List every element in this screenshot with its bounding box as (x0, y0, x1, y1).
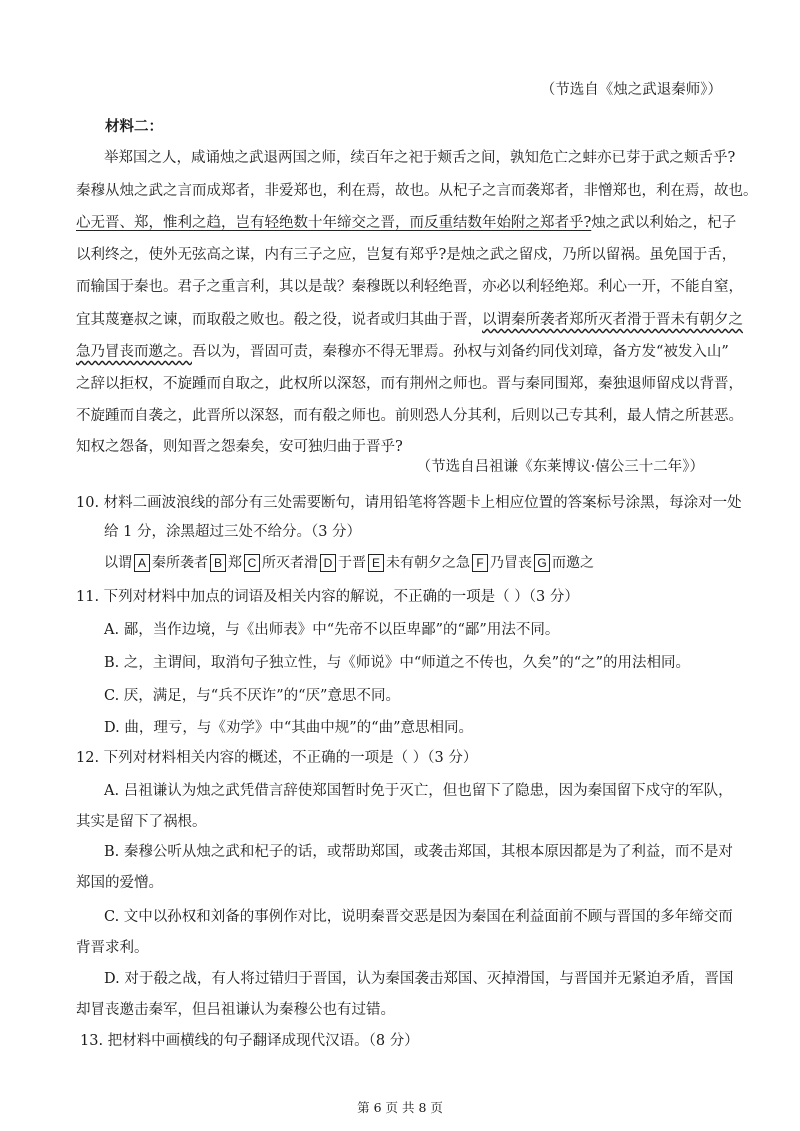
segment: 以谓 (104, 555, 132, 571)
question-12-option-c-cont: 背晋求利。 (76, 940, 149, 956)
segment: 所灭者滑 (262, 555, 318, 571)
segment: 于晋 (338, 555, 366, 571)
question-11-option-a[interactable]: A. 鄙，当作边境，与《出师表》中“先帝不以臣卑鄙”的“鄙”用法不同。 (104, 622, 560, 638)
answer-box-c[interactable]: C (244, 554, 260, 572)
answer-box-b[interactable]: B (210, 554, 226, 572)
question-13-stem: 13. 把材料中画横线的句子翻译成现代汉语。（8 分） (80, 1033, 419, 1049)
passage-line: 以利终之，使外无弦高之谋，内有三子之应，岂复有郑乎?是烛之武之留戍，乃所以留祸。虽免国于舌， (76, 247, 737, 263)
question-12-option-b-cont: 郑国的爱憎。 (76, 875, 163, 891)
passage-text: 烛之武以利始之，杞子 (591, 215, 737, 231)
answer-box-d[interactable]: D (320, 554, 336, 572)
wavy-underlined-text: 急乃冒丧而邀之。 (76, 344, 192, 360)
underlined-sentence: 心无晋、郑，惟利之趋，岂有轻绝数十年缔交之晋，而反重结数年始附之郑者乎? (76, 215, 592, 231)
passage-line: 举郑国之人，咸诵烛之武退两国之师，续百年之祀于颊舌之间，孰知危亡之蚌亦已芽于武之颊舌乎? (104, 150, 736, 166)
answer-box-e[interactable]: E (368, 554, 384, 572)
material2-heading: 材料二： (105, 118, 163, 135)
question-11-option-d[interactable]: D. 曲，理亏，与《劝学》中“其曲中规”的“曲”意思相同。 (104, 720, 473, 736)
passage-line: 秦穆从烛之武之言而成郑者，非爱郑也，利在焉，故也。从杞子之言而袭郑者，非憎郑也，利在焉，故也。 (76, 183, 758, 199)
answer-box-a[interactable]: A (134, 554, 150, 572)
question-12-option-d-cont: 却冒丧邀击秦军，但吕祖谦认为秦穆公也有过错。 (76, 1002, 395, 1018)
passage-line: 之辞以拒权，不旋踵而自取之，此权所以深怒，而有荆州之师也。晋与秦同围郑，秦独退师留戍以背晋， (76, 376, 743, 392)
segment: 秦所袭者 (152, 555, 208, 571)
question-10-answer-boxes (104, 553, 594, 573)
question-11-option-c[interactable]: C. 厌，满足，与“兵不厌诈”的“厌”意思不同。 (104, 688, 400, 704)
question-11-option-b[interactable]: B. 之，主谓间，取消句子独立性，与《师说》中“师道之不传也，久矣”的“之”的用法相同。 (104, 655, 691, 671)
material1-source: （节选自《烛之武退秦师》） (540, 82, 722, 98)
segment: 郑 (228, 555, 242, 571)
passage-text: 吾以为，晋固可责，秦穆亦不得无罪焉。孙权与刘备约同伐刘璋，备方发“被发入山” (192, 344, 729, 360)
question-10-stem-cont: 给 1 分，涂黑超过三处不给分。（3 分） (104, 524, 362, 540)
question-12-stem: 12. 下列对材料相关内容的概述，不正确的一项是（ ）（3 分） (76, 750, 478, 766)
question-12-option-b[interactable]: B. 秦穆公听从烛之武和杞子的话，或帮助郑国，或袭击郑国，其根本原因都是为了利益，而不是对 (104, 844, 733, 860)
answer-box-f[interactable]: F (472, 554, 488, 572)
segment: 而邀之 (552, 555, 594, 571)
wavy-underlined-text: 以谓秦所袭者郑所灭者滑于晋未有朝夕之 (482, 312, 743, 328)
question-10-stem: 10. 材料二画波浪线的部分有三处需要断句，请用铅笔将答题卡上相应位置的答案标号涂黑，每涂对一处 (76, 495, 742, 511)
question-12-option-c[interactable]: C. 文中以孙权和刘备的事例作对比，说明秦晋交恶是因为秦国在利益面前不顾与晋国的多年缔交而 (104, 909, 733, 925)
passage-line: 知权之怨备，则知晋之怨秦矣，安可独归曲于晋乎? (76, 439, 403, 455)
question-11-stem: 11. 下列对材料中加点的词语及相关内容的解说，不正确的一项是（ ）（3 分） (76, 589, 579, 605)
passage-text: 宜其蔑蹇叔之谏，而取殽之败也。殽之役，说者或归其曲于晋， (76, 312, 482, 328)
passage-line: 不旋踵而自袭之，此晋所以深怒，而有殽之师也。前则恐人分其利，后则以己专其利，最人情之所甚恶。 (76, 408, 743, 424)
material2-source: （节选自吕祖谦《东莱博议·僖公三十二年》） (416, 459, 704, 475)
page-footer: 第 6 页 共 8 页 (357, 1100, 443, 1115)
answer-box-g[interactable]: G (534, 554, 550, 572)
passage-line (76, 310, 743, 330)
question-12-option-d[interactable]: D. 对于殽之战，有人将过错归于晋国，认为秦国袭击郑国、灭掉滑国，与晋国并无紧迫矛盾，晋国 (104, 971, 734, 987)
question-12-option-a[interactable]: A. 吕祖谦认为烛之武凭借言辞使郑国暂时免于灭亡，但也留下了隐患，因为秦国留下戍守的军队， (104, 783, 733, 799)
passage-line: 而输国于秦也。君子之重言利，其以是哉？秦穆既以利轻绝晋，亦必以利轻绝郑。利心一开，不能自窒， (76, 279, 743, 295)
passage-line (76, 342, 729, 362)
segment: 乃冒丧 (490, 555, 532, 571)
question-12-option-a-cont: 其实是留下了祸根。 (76, 814, 207, 830)
segment: 未有朝夕之急 (386, 555, 470, 571)
passage-line (76, 213, 736, 233)
